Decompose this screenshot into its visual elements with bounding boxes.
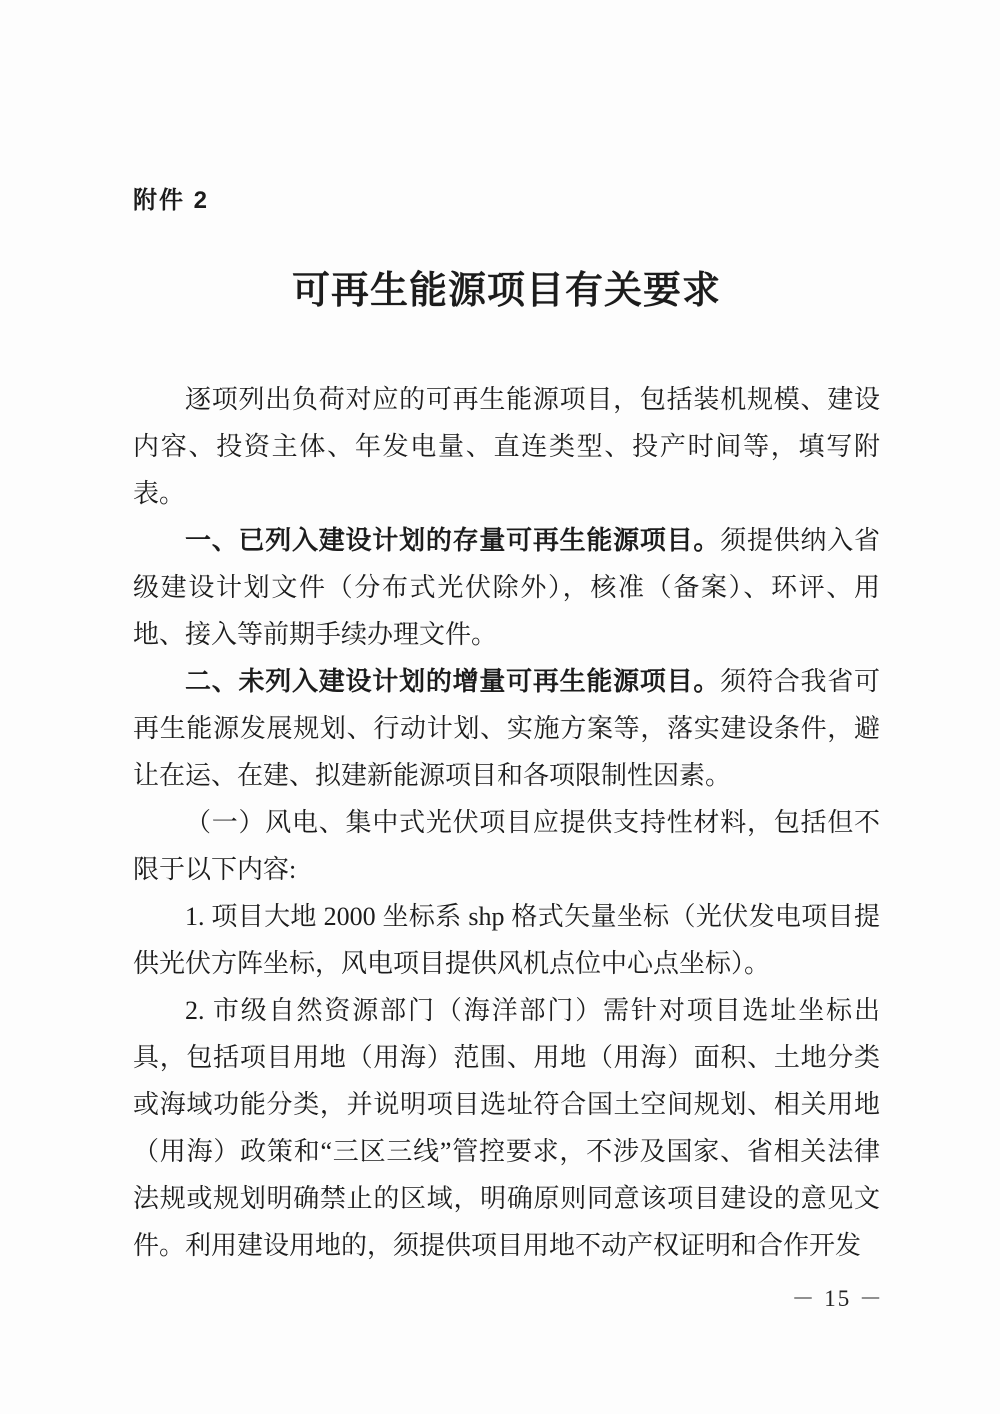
paragraph — [133, 658, 880, 799]
paragraph-text-run: 2. 市级自然资源部门（海洋部门）需针对项目选址坐标出具，包括项目用地（用海）范围、用地（用海）面积、土地分类或海域功能分类，并说明项目选址符合国土空间规划、相关用地（用海）政策和“三区三线”管控要求，不涉及国家、省相关法律法规或规划明确禁止的区域，明确原则同意该项目建设的意见文件。利用建设用地的，须提供项目用地不动产权证明和合作开发 — [133, 996, 880, 1260]
page-number: － 15 － — [791, 1286, 884, 1311]
paragraph — [133, 893, 880, 987]
paragraph-text-run: 须提供纳入省级建设计划文件（分布式光伏除外），核准（备案）、环评、用地、接入等前期手续办理文件。 — [133, 526, 880, 649]
paragraph — [133, 376, 880, 517]
paragraph-heading-run: 一、已列入建设计划的存量可再生能源项目。 — [185, 525, 721, 555]
paragraph-text-run: （一）风电、集中式光伏项目应提供支持性材料，包括但不限于以下内容: — [133, 808, 880, 884]
paragraph-text-run: 逐项列出负荷对应的可再生能源项目，包括装机规模、建设内容、投资主体、年发电量、直连类型、投产时间等，填写附表。 — [133, 385, 880, 508]
paragraph — [133, 799, 880, 893]
paragraph-text-run: 须符合我省可再生能源发展规划、行动计划、实施方案等，落实建设条件，避让在运、在建、拟建新能源项目和各项限制性因素。 — [133, 667, 880, 790]
paragraph-text-run: 1. 项目大地 2000 坐标系 shp 格式矢量坐标（光伏发电项目提供光伏方阵坐标，风电项目提供风机点位中心点坐标）。 — [133, 902, 880, 978]
paragraph — [133, 987, 880, 1269]
document-body — [133, 376, 880, 1269]
attachment-label: 附件 2 — [133, 187, 210, 214]
paragraph — [133, 517, 880, 658]
paragraph-heading-run: 二、未列入建设计划的增量可再生能源项目。 — [185, 666, 721, 696]
page-title: 可再生能源项目有关要求 — [291, 270, 721, 312]
